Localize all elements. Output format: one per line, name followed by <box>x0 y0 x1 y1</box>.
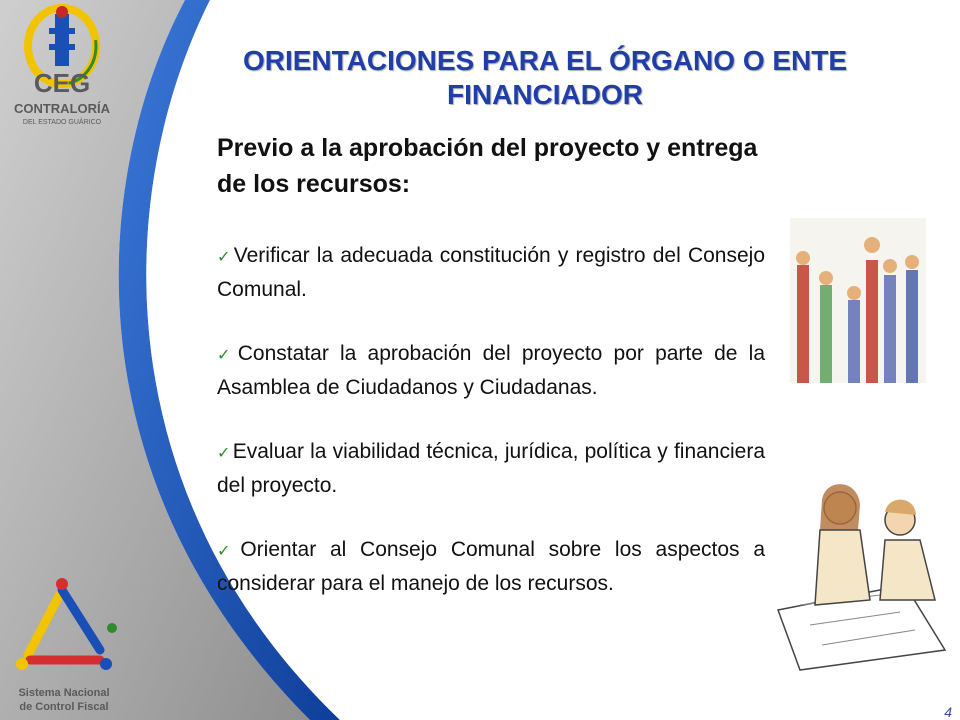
slide-subtitle: Previo a la aprobación del proyecto y entrega de los recursos: <box>217 134 758 198</box>
logo-tagline: DEL ESTADO GUÁRICO <box>22 119 102 126</box>
logo-bottom-line2: de Control Fiscal <box>19 701 109 713</box>
check-icon: ✓ <box>217 543 239 560</box>
raised-hands-illustration <box>790 218 926 383</box>
check-icon: ✓ <box>217 347 236 364</box>
logo-name: CONTRALORÍA <box>13 101 111 116</box>
logo-initials: CEG <box>33 68 91 98</box>
people-reviewing-plan-illustration <box>778 484 945 670</box>
bullet-text: Evaluar la viabilidad técnica, jurídica, política y financiera del proyecto. <box>217 440 766 497</box>
bullet-item <box>217 240 765 306</box>
bullet-text: Verificar la adecuada constitución y registro del Consejo Comunal. <box>217 244 766 301</box>
bullet-list <box>217 240 765 632</box>
bullet-text: Constatar la aprobación del proyecto por parte de la Asamblea de Ciudadanos y Ciudadanas. <box>217 342 766 399</box>
bullet-item <box>217 338 765 404</box>
check-icon: ✓ <box>217 445 231 462</box>
check-icon: ✓ <box>217 249 232 266</box>
slide-title: ORIENTACIONES PARA EL ÓRGANO O ENTE FINANCIADOR <box>242 45 848 110</box>
bullet-item <box>217 534 765 600</box>
logo-bottom-line1: Sistema Nacional <box>18 687 110 699</box>
page-number: 4 <box>944 704 952 720</box>
bullet-item <box>217 436 765 502</box>
bullet-text: Orientar al Consejo Comunal sobre los aspectos a considerar para el manejo de los recursos. <box>217 538 765 595</box>
